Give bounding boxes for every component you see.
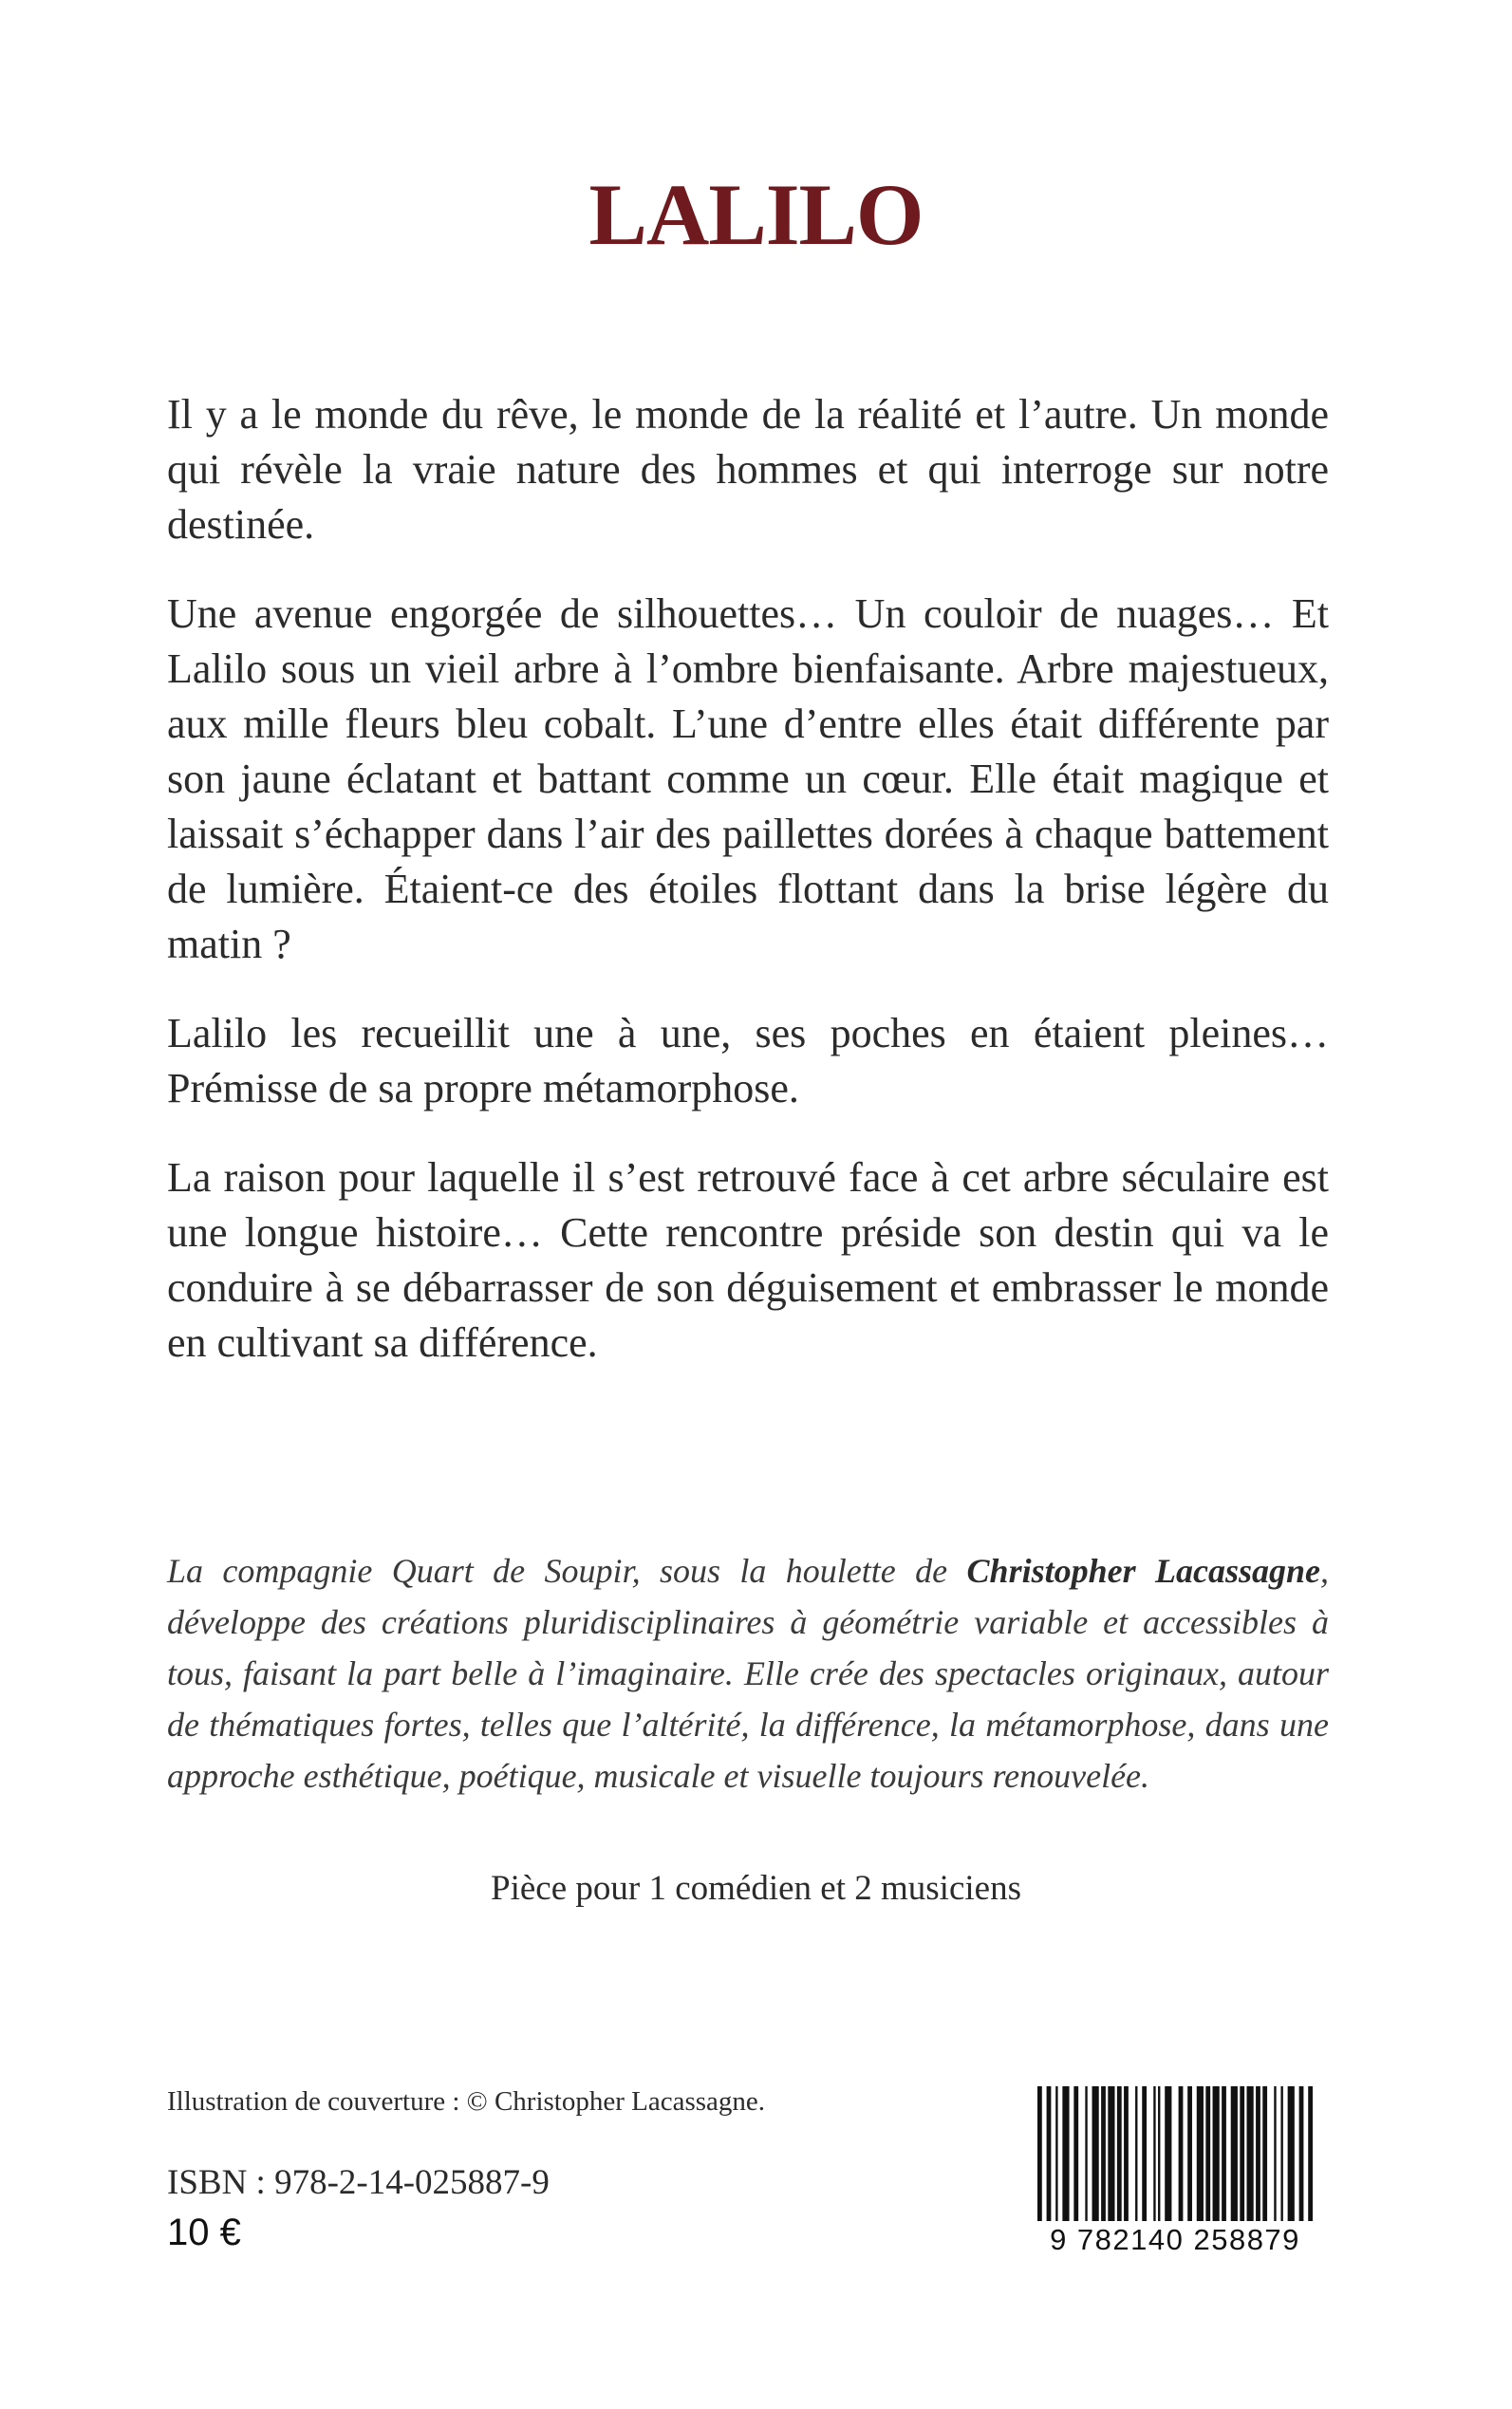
barcode-bar (1240, 2086, 1244, 2229)
barcode-bar (1142, 2086, 1147, 2229)
barcode-bar (1187, 2086, 1192, 2229)
blurb-paragraph-1: Il y a le monde du rêve, le monde de la réalité et l’autre. Un monde qui révèle la vraie nature des hommes et qui interroge sur notre destinée. (167, 391, 1329, 548)
barcode-bar (1280, 2086, 1282, 2229)
barcode-bar (1256, 2086, 1260, 2229)
barcode-bar (1062, 2086, 1069, 2229)
barcode-digits: 9 782140 258879 (1033, 2221, 1317, 2259)
barcode-bar (1085, 2086, 1087, 2229)
barcode-bar (1205, 2086, 1210, 2229)
company-description (167, 1545, 1329, 1802)
barcode-bars (1033, 2086, 1317, 2229)
company-rest: , développe des créations pluridisciplinaires à géométrie variable et accessibles à tous, faisant la part belle à l’imaginaire. Elle crée des spectacles originaux, autour de thématiques fortes, telles que l’altérité, la différence, la métamorphose, dans une approche esthétique, poétique, musicale et visuelle toujours renouvelée. (167, 1552, 1329, 1795)
illustration-credit: Illustration de couverture : © Christopher Lacassagne. (167, 2086, 766, 2117)
barcode-bar (1037, 2086, 1042, 2229)
barcode-bar (1124, 2086, 1129, 2229)
barcode-bar (1153, 2086, 1155, 2229)
play-subtitle: Pièce pour 1 comédien et 2 musiciens (491, 1869, 1021, 1908)
barcode-bar (1101, 2086, 1106, 2229)
barcode-bar (1262, 2086, 1267, 2229)
barcode-bar (1117, 2086, 1122, 2229)
blurb-paragraph-4: La raison pour laquelle il s’est retrouvé face à cet arbre séculaire est une longue histoire… Cette rencontre préside son destin qui va le conduire à se débarrasser de son déguisement et embrasser le monde en cultivant sa différence. (167, 1154, 1329, 1366)
barcode-bar (1135, 2086, 1137, 2229)
barcode-bar (1073, 2086, 1078, 2229)
blurb-paragraph-2: Une avenue engorgée de silhouettes… Un couloir de nuages… Et Lalilo sous un vieil arbre à l’ombre bienfaisante. Arbre majestueux, aux mille fleurs bleu cobalt. L’une d’entre elles était différente par son jaune éclatant et battant comme un cœur. Elle était magique et laissait s’échapper dans l’air des paillettes dorées à chaque battement de lumière. Étaient-ce des étoiles flottant dans la brise légère du matin ? (167, 590, 1329, 967)
barcode-bar (1055, 2086, 1057, 2229)
barcode-bar (1299, 2086, 1304, 2229)
barcode-bar (1108, 2086, 1114, 2229)
back-cover-blurb (167, 387, 1329, 1405)
barcode-bar (1274, 2086, 1276, 2229)
barcode-bar (1165, 2086, 1171, 2229)
barcode-bar (1308, 2086, 1313, 2229)
isbn-number: ISBN : 978-2-14-025887-9 (167, 2163, 550, 2202)
barcode-bar (1047, 2086, 1052, 2229)
company-intro: La compagnie Quart de Soupir, sous la houlette de (167, 1552, 967, 1590)
barcode-bar (1158, 2086, 1160, 2229)
barcode-bar (1197, 2086, 1204, 2229)
blurb-paragraph-3: Lalilo les recueillit une à une, ses poches en étaient pleines… Prémisse de sa propre métamorphose. (167, 1010, 1329, 1111)
author-name: Christopher Lacassagne (966, 1552, 1320, 1590)
barcode-bar (1288, 2086, 1295, 2229)
barcode-bar (1222, 2086, 1226, 2229)
barcode-bar (1231, 2086, 1238, 2229)
barcode-bar (1179, 2086, 1184, 2229)
book-title: LALILO (588, 166, 924, 263)
barcode-bar (1247, 2086, 1254, 2229)
price-label: 10 € (167, 2212, 241, 2253)
barcode-bar (1213, 2086, 1220, 2229)
barcode-bar (1092, 2086, 1099, 2229)
isbn-barcode (1033, 2086, 1317, 2267)
